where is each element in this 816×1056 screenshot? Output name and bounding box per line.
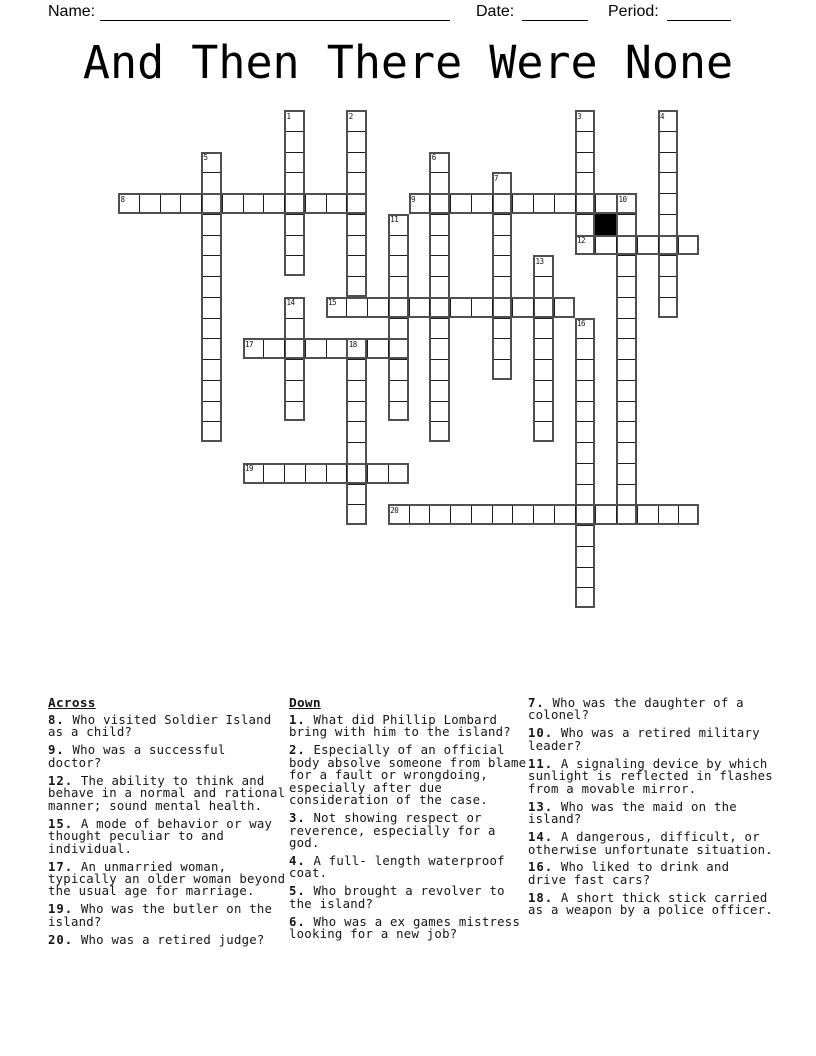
down-clues-column-2 — [528, 697, 774, 922]
date-label: Date: — [476, 3, 515, 20]
cell-divider — [305, 340, 306, 357]
cell-divider — [616, 237, 617, 254]
answer-19-across[interactable] — [243, 463, 409, 484]
answer-15-across[interactable] — [326, 297, 575, 318]
answer-18-down[interactable] — [346, 338, 367, 525]
cell-divider — [203, 338, 220, 339]
date-blank-line[interactable] — [522, 5, 588, 21]
cell-divider — [660, 297, 677, 298]
answer-16-down[interactable] — [575, 318, 596, 609]
across-clue-number-15: 15. — [48, 816, 74, 831]
answer-4-down[interactable] — [658, 110, 679, 318]
cell-divider — [577, 546, 594, 547]
cell-number-9: 9 — [411, 194, 416, 204]
down-heading: Down — [289, 696, 321, 711]
down-clue-11: 11. A signaling device by which sunlight is reflected in flashes from a movable mirror. — [528, 756, 773, 796]
across-clue-list — [48, 714, 286, 946]
cell-number-15: 15 — [328, 298, 337, 308]
cell-divider — [492, 299, 493, 316]
down-clue-16: 16. Who liked to drink and drive fast cars? — [528, 860, 730, 887]
cell-divider — [678, 237, 679, 254]
cell-number-20: 20 — [390, 505, 399, 515]
cell-divider — [512, 195, 513, 212]
cell-divider — [390, 318, 407, 319]
cell-number-16: 16 — [577, 319, 586, 328]
cell-number-13: 13 — [535, 256, 544, 266]
cell-number-11: 11 — [390, 215, 399, 225]
cell-divider — [494, 318, 511, 319]
cell-divider — [575, 195, 576, 212]
cell-number-5: 5 — [203, 153, 208, 162]
cell-number-14: 14 — [286, 298, 295, 308]
down-clue-list-2 — [528, 697, 774, 917]
across-clues-column — [48, 697, 286, 952]
across-clue-12: 12. The ability to think and behave in a normal and rational manner; sound mental health. — [48, 773, 286, 813]
cell-divider — [618, 297, 635, 298]
cell-divider — [535, 338, 552, 339]
cell-divider — [305, 195, 306, 212]
answer-17-across[interactable] — [243, 338, 409, 359]
cell-divider — [535, 276, 552, 277]
cell-divider — [577, 152, 594, 153]
cell-number-19: 19 — [245, 464, 254, 474]
cell-divider — [577, 338, 594, 339]
cell-divider — [203, 421, 220, 422]
cell-divider — [595, 237, 596, 254]
cell-divider — [348, 172, 365, 173]
cell-number-12: 12 — [577, 236, 586, 245]
across-clue-number-17: 17. — [48, 859, 74, 874]
cell-divider — [390, 276, 407, 277]
cell-divider — [431, 172, 448, 173]
cell-divider — [660, 276, 677, 277]
cell-divider — [431, 255, 448, 256]
across-clue-15: 15. A mode of behavior or way thought peculiar to and individual. — [48, 816, 273, 856]
cell-divider — [367, 299, 368, 316]
down-clue-14: 14. A dangerous, difficult, or otherwise unfortunate situation. — [528, 830, 773, 857]
cell-number-3: 3 — [577, 111, 582, 121]
cell-divider — [660, 172, 677, 173]
cell-divider — [284, 465, 285, 482]
cell-divider — [431, 401, 448, 402]
cell-divider — [348, 504, 365, 505]
cell-number-6: 6 — [431, 153, 436, 162]
cell-divider — [577, 131, 594, 132]
cell-divider — [203, 235, 220, 236]
cell-divider — [367, 465, 368, 482]
cell-divider — [286, 359, 303, 360]
cell-divider — [348, 214, 365, 215]
across-clue-number-19: 19. — [48, 902, 74, 917]
cell-divider — [390, 359, 407, 360]
cell-divider — [535, 380, 552, 381]
cell-number-7: 7 — [494, 173, 499, 183]
cell-divider — [577, 442, 594, 443]
cell-divider — [471, 195, 472, 212]
across-clue-19: 19. Who was the butler on the island? — [48, 902, 273, 929]
cell-divider — [554, 195, 555, 212]
cell-divider — [388, 299, 389, 316]
down-clue-10: 10. Who was a retired military leader? — [528, 726, 760, 753]
cell-divider — [618, 380, 635, 381]
cell-divider — [286, 318, 303, 319]
cell-number-2: 2 — [348, 111, 353, 121]
cell-divider — [203, 276, 220, 277]
cell-divider — [222, 195, 223, 212]
cell-divider — [535, 421, 552, 422]
cell-divider — [201, 195, 202, 212]
name-blank-line[interactable] — [100, 5, 450, 21]
cell-divider — [286, 214, 303, 215]
cell-divider — [139, 195, 140, 212]
cell-divider — [203, 172, 220, 173]
cell-divider — [618, 442, 635, 443]
cell-divider — [494, 276, 511, 277]
cell-divider — [512, 299, 513, 316]
down-clue-4: 4. A full- length waterproof coat. — [289, 854, 505, 881]
cell-divider — [494, 255, 511, 256]
across-clue-17: 17. An unmarried woman, typically an older woman beyond the usual age for marriage. — [48, 859, 286, 899]
cell-divider — [577, 401, 594, 402]
cell-divider — [575, 506, 576, 523]
cell-divider — [431, 318, 448, 319]
cell-divider — [618, 214, 635, 215]
cell-divider — [203, 214, 220, 215]
cell-divider — [263, 195, 264, 212]
cell-divider — [390, 235, 407, 236]
cell-divider — [577, 359, 594, 360]
cell-divider — [660, 152, 677, 153]
cell-divider — [660, 214, 677, 215]
down-clue-2: 2. Especially of an official body absolve someone from blame for a fault or wrongdoing, especially after due consideration of the case. — [289, 743, 527, 808]
cell-divider — [450, 299, 451, 316]
cell-divider — [367, 340, 368, 357]
down-clue-number-18: 18. — [528, 890, 554, 905]
period-label: Period: — [608, 3, 659, 20]
down-clue-list-1 — [289, 714, 527, 941]
cell-divider — [535, 359, 552, 360]
cell-divider — [577, 172, 594, 173]
cell-divider — [658, 237, 659, 254]
cell-divider — [535, 401, 552, 402]
cell-divider — [618, 359, 635, 360]
cell-divider — [286, 172, 303, 173]
cell-divider — [595, 506, 596, 523]
cell-divider — [658, 506, 659, 523]
cell-divider — [348, 401, 365, 402]
cell-divider — [409, 299, 410, 316]
down-clue-number-5: 5. — [289, 884, 306, 899]
crossword-grid — [118, 110, 700, 609]
cell-divider — [429, 506, 430, 523]
across-clue-number-9: 9. — [48, 743, 65, 758]
cell-divider — [286, 255, 303, 256]
cell-divider — [577, 380, 594, 381]
answer-12-across[interactable] — [575, 235, 700, 256]
down-clue-number-11: 11. — [528, 756, 554, 771]
cell-divider — [618, 338, 635, 339]
cell-divider — [577, 214, 594, 215]
cell-number-10: 10 — [618, 194, 627, 204]
cell-divider — [554, 299, 555, 316]
cell-divider — [429, 299, 430, 316]
cell-divider — [348, 380, 365, 381]
cell-divider — [618, 463, 635, 464]
across-clue-number-8: 8. — [48, 713, 65, 727]
period-blank-line[interactable] — [667, 5, 731, 21]
answer-11-down[interactable] — [388, 214, 409, 422]
down-clue-6: 6. Who was a ex games mistress looking for a new job? — [289, 914, 521, 942]
down-clue-3: 3. Not showing respect or reverence, especially for a god. — [289, 811, 496, 851]
cell-divider — [388, 465, 389, 482]
cell-divider — [494, 338, 511, 339]
cell-divider — [618, 484, 635, 485]
page-title: And Then There Were None — [82, 36, 734, 89]
cell-divider — [348, 255, 365, 256]
cell-divider — [388, 340, 389, 357]
cell-divider — [535, 318, 552, 319]
cell-divider — [326, 340, 327, 357]
cell-divider — [160, 195, 161, 212]
cell-number-8: 8 — [120, 194, 125, 204]
down-clue-18: 18. A short thick stick carried as a weapon by a police officer. — [528, 890, 773, 918]
cell-divider — [577, 525, 594, 526]
cell-divider — [263, 340, 264, 357]
down-clue-13: 13. Who was the maid on the island? — [528, 799, 737, 827]
cell-number-1: 1 — [286, 111, 291, 121]
cell-divider — [618, 255, 635, 256]
cell-divider — [348, 276, 365, 277]
cell-divider — [348, 152, 365, 153]
cell-divider — [431, 338, 448, 339]
cell-divider — [618, 401, 635, 402]
cell-number-4: 4 — [660, 111, 665, 121]
cell-divider — [492, 195, 493, 212]
cell-divider — [431, 235, 448, 236]
cell-divider — [348, 131, 365, 132]
cell-divider — [348, 421, 365, 422]
cell-divider — [348, 484, 365, 485]
cell-divider — [243, 195, 244, 212]
cell-divider — [512, 506, 513, 523]
cell-divider — [180, 195, 181, 212]
cell-divider — [348, 442, 365, 443]
cell-divider — [450, 195, 451, 212]
cell-divider — [203, 297, 220, 298]
down-clue-number-3: 3. — [289, 811, 306, 826]
cell-divider — [284, 195, 285, 212]
cell-divider — [348, 359, 365, 360]
cell-divider — [390, 401, 407, 402]
cell-divider — [203, 318, 220, 319]
cell-divider — [595, 195, 596, 212]
cell-divider — [577, 421, 594, 422]
cell-divider — [326, 195, 327, 212]
down-clue-number-16: 16. — [528, 860, 554, 875]
cell-divider — [429, 195, 430, 212]
cell-divider — [431, 421, 448, 422]
cell-divider — [660, 131, 677, 132]
cell-divider — [494, 214, 511, 215]
cell-divider — [492, 506, 493, 523]
cell-divider — [494, 359, 511, 360]
down-clue-number-7: 7. — [528, 696, 545, 710]
answer-13-down[interactable] — [533, 255, 554, 442]
cell-number-18: 18 — [348, 339, 357, 349]
answer-20-across[interactable] — [388, 504, 699, 525]
cell-number-17: 17 — [245, 339, 254, 349]
cell-divider — [390, 380, 407, 381]
down-clue-number-6: 6. — [289, 914, 306, 929]
black-cell — [595, 214, 616, 235]
down-clue-number-14: 14. — [528, 830, 554, 845]
cell-divider — [326, 465, 327, 482]
answer-9-across[interactable] — [409, 193, 637, 214]
cell-divider — [533, 299, 534, 316]
down-clue-1: 1. What did Phillip Lombard bring with him to the island? — [289, 713, 511, 740]
cell-divider — [203, 380, 220, 381]
cell-divider — [618, 318, 635, 319]
cell-divider — [263, 465, 264, 482]
cell-divider — [286, 380, 303, 381]
cell-divider — [637, 237, 638, 254]
cell-divider — [409, 506, 410, 523]
cell-divider — [286, 235, 303, 236]
cell-divider — [203, 401, 220, 402]
down-clue-number-4: 4. — [289, 854, 306, 869]
down-clues-column-1 — [289, 697, 527, 946]
down-clue-5: 5. Who brought a revolver to the island? — [289, 884, 505, 911]
cell-divider — [346, 195, 347, 212]
cell-divider — [450, 506, 451, 523]
cell-divider — [577, 463, 594, 464]
down-clue-7: 7. Who was the daughter of a colonel? — [528, 696, 744, 723]
cell-divider — [431, 214, 448, 215]
across-clue-number-12: 12. — [48, 773, 74, 788]
cell-divider — [577, 484, 594, 485]
cell-divider — [286, 401, 303, 402]
cell-divider — [471, 299, 472, 316]
cell-divider — [618, 421, 635, 422]
answer-14-down[interactable] — [284, 297, 305, 422]
across-clue-9: 9. Who was a successful doctor? — [48, 743, 226, 770]
cell-divider — [554, 506, 555, 523]
answer-3-down[interactable] — [575, 110, 596, 255]
cell-divider — [533, 506, 534, 523]
cell-divider — [471, 506, 472, 523]
across-clue-8: 8. Who visited Soldier Island as a child? — [48, 713, 272, 740]
cell-divider — [660, 255, 677, 256]
cell-divider — [346, 465, 347, 482]
cell-divider — [286, 131, 303, 132]
cell-divider — [618, 276, 635, 277]
cell-divider — [577, 567, 594, 568]
across-heading: Across — [48, 696, 96, 711]
cell-divider — [284, 340, 285, 357]
cell-divider — [637, 506, 638, 523]
down-clue-number-13: 13. — [528, 799, 554, 814]
cell-divider — [203, 359, 220, 360]
cell-divider — [348, 235, 365, 236]
cell-divider — [431, 359, 448, 360]
cell-divider — [660, 193, 677, 194]
down-clue-number-1: 1. — [289, 713, 306, 727]
cell-divider — [533, 195, 534, 212]
cell-divider — [346, 299, 347, 316]
cell-divider — [678, 506, 679, 523]
cell-divider — [431, 276, 448, 277]
across-clue-20: 20. Who was a retired judge? — [48, 932, 265, 947]
cell-divider — [431, 380, 448, 381]
cell-divider — [494, 235, 511, 236]
down-clue-number-2: 2. — [289, 743, 306, 758]
cell-divider — [286, 152, 303, 153]
cell-divider — [305, 465, 306, 482]
cell-divider — [577, 587, 594, 588]
down-clue-number-10: 10. — [528, 726, 554, 741]
cell-divider — [390, 255, 407, 256]
cell-divider — [203, 255, 220, 256]
answer-8-across[interactable] — [118, 193, 367, 214]
across-clue-number-20: 20. — [48, 932, 74, 947]
cell-divider — [616, 506, 617, 523]
name-label: Name: — [48, 3, 96, 20]
